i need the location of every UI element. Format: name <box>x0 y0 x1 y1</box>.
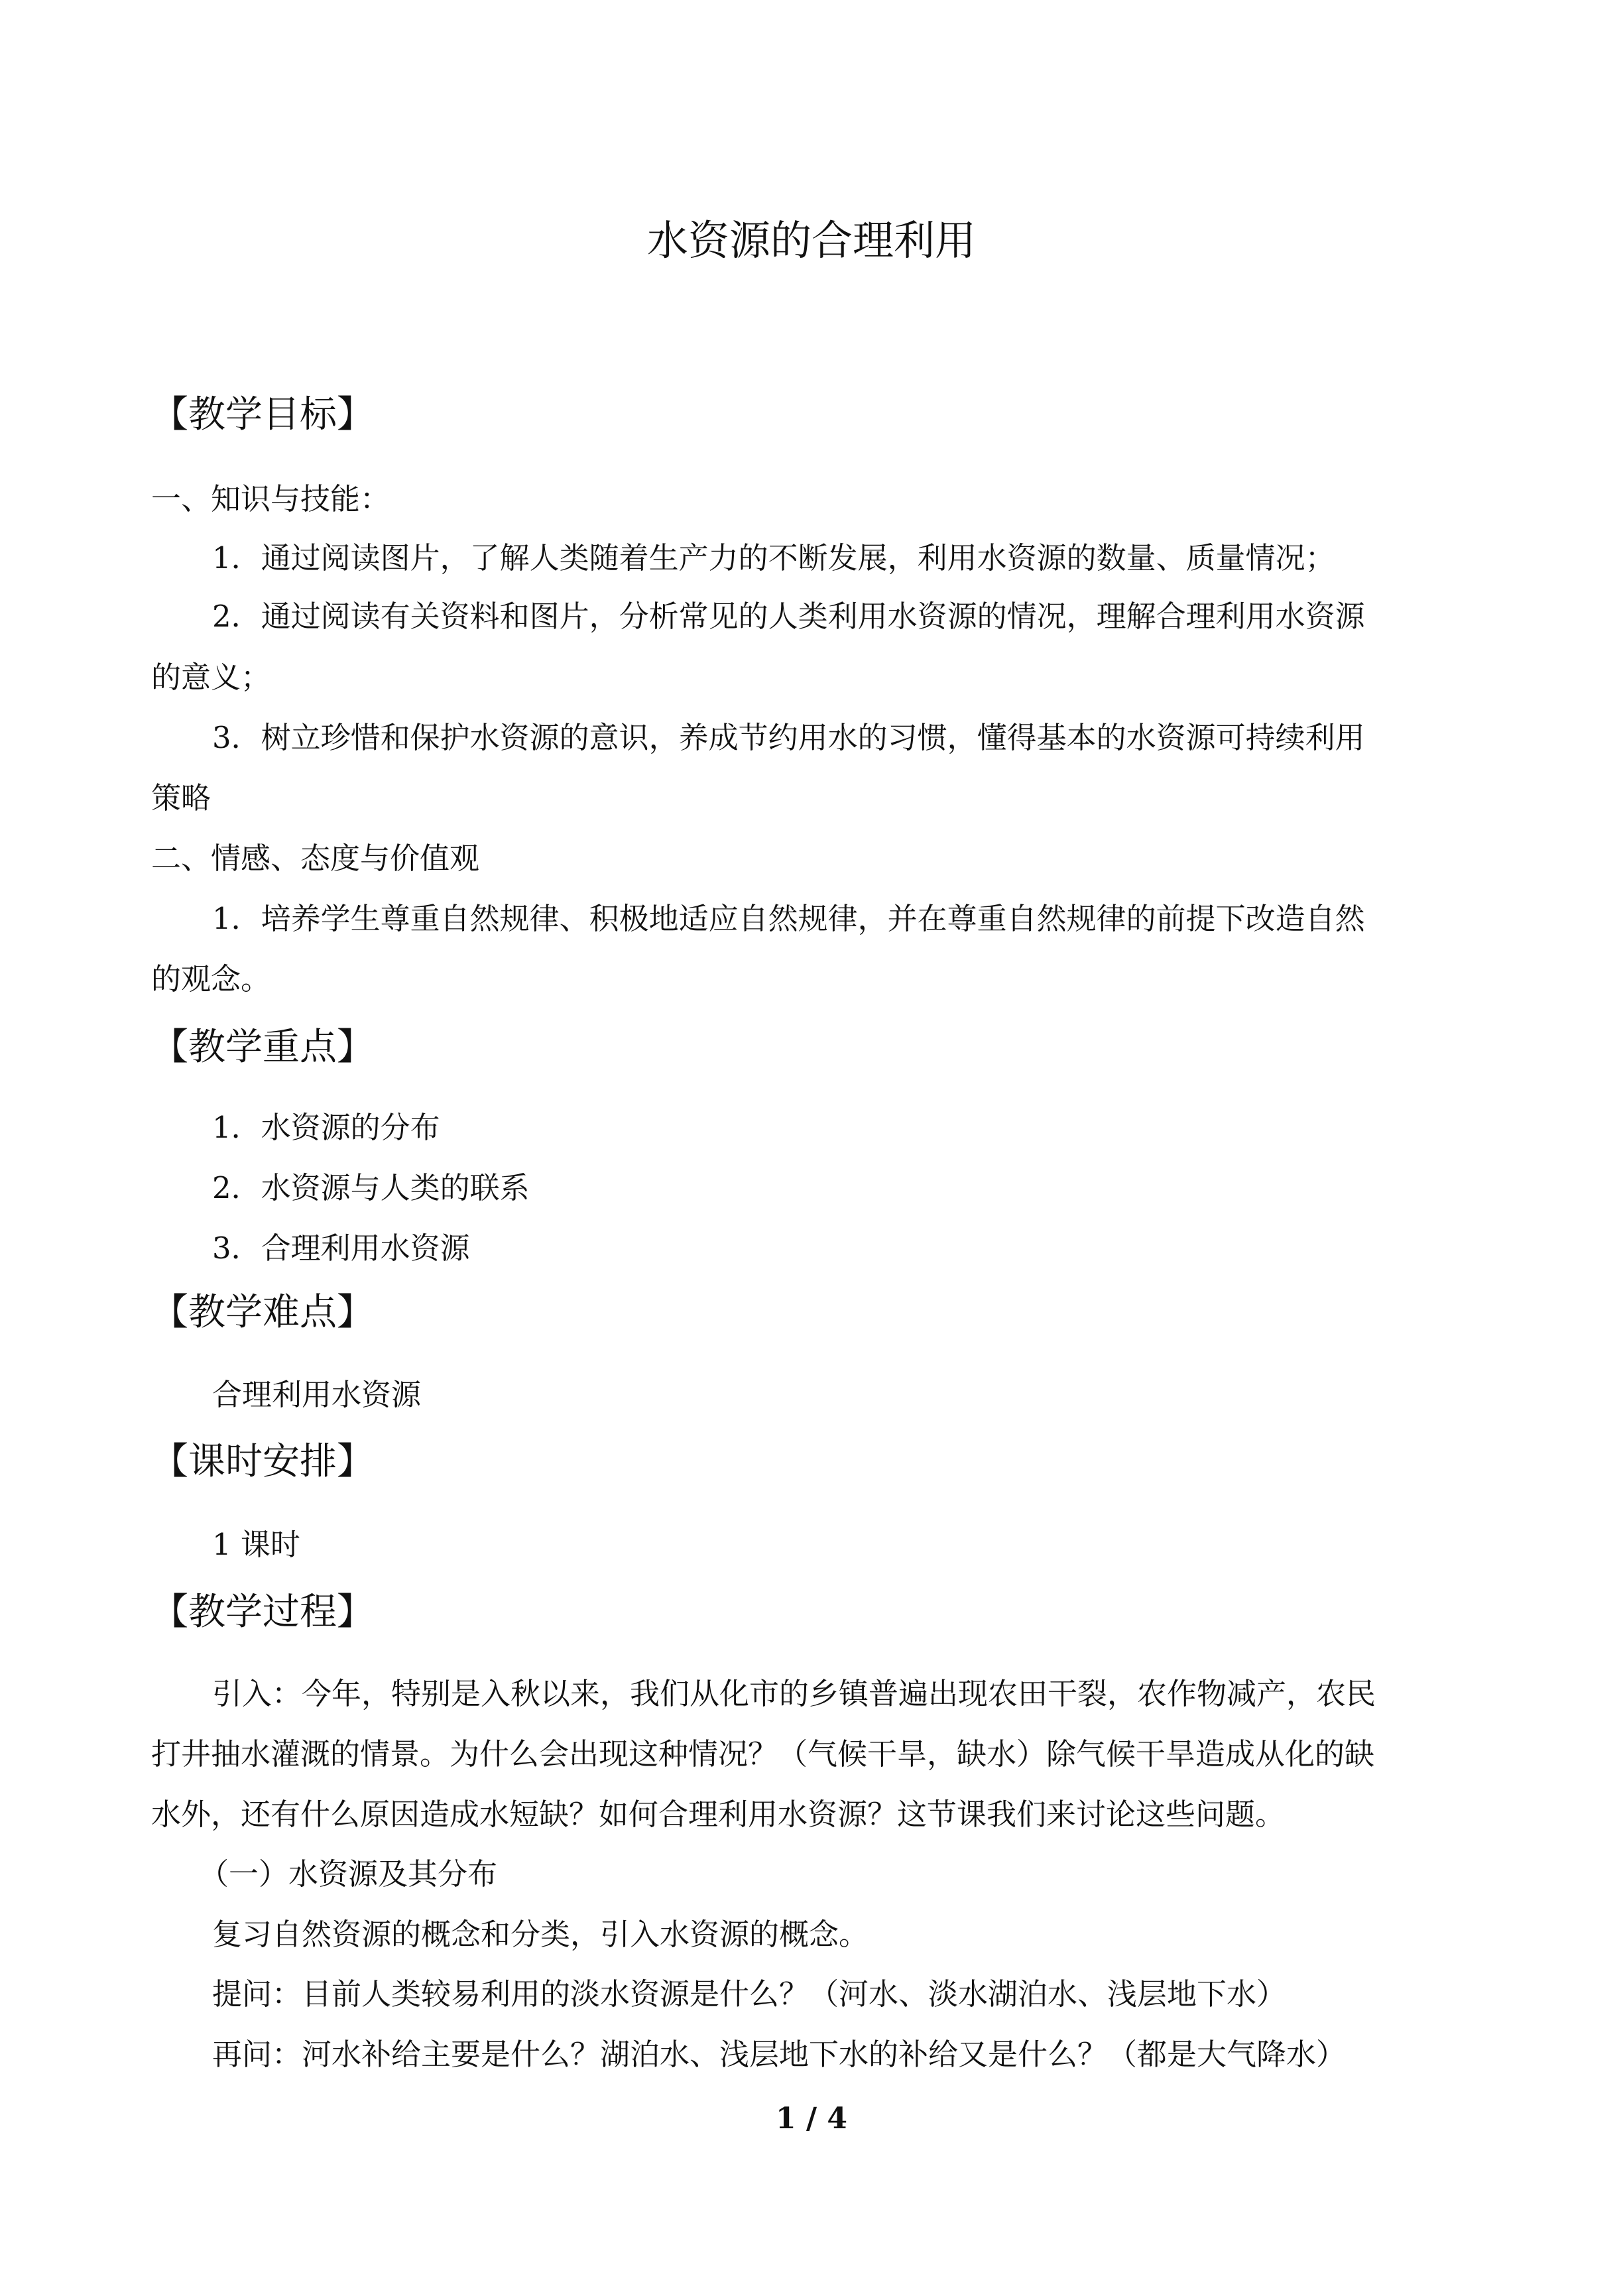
process-intro-line-2: 打井抽水灌溉的情景。为什么会出现这种情况？（气候干旱，缺水）除气候干旱造成从化的缺 <box>151 1736 1375 1772</box>
objectives-item-3-line-1: 3．树立珍惜和保护水资源的意识，养成节约用水的习惯，懂得基本的水资源可持续利用 <box>212 720 1365 755</box>
process-paragraph-3: 再问：河水补给主要是什么？湖泊水、浅层地下水的补给又是什么？（都是大气降水） <box>212 2037 1347 2072</box>
objectives-item-4-line-1: 1．培养学生尊重自然规律、积极地适应自然规律，并在尊重自然规律的前提下改造自然 <box>212 901 1365 936</box>
key-point-item-2: 2．水资源与人类的联系 <box>212 1170 530 1205</box>
difficulties-text: 合理利用水资源 <box>212 1377 422 1412</box>
section-heading-objectives: 【教学目标】 <box>151 393 374 436</box>
section-heading-schedule: 【课时安排】 <box>151 1440 374 1483</box>
page-title: 水资源的合理利用 <box>646 216 976 265</box>
objectives-part2-title: 二、情感、态度与价值观 <box>151 841 480 876</box>
process-paragraph-2: 提问：目前人类较易利用的淡水资源是什么？（河水、淡水湖泊水、浅层地下水） <box>212 1976 1287 2012</box>
objectives-item-2-line-1: 2．通过阅读有关资料和图片，分析常见的人类利用水资源的情况，理解合理利用水资源 <box>212 599 1365 634</box>
process-paragraph-1: 复习自然资源的概念和分类，引入水资源的概念。 <box>212 1917 869 1952</box>
section-heading-difficulties: 【教学难点】 <box>151 1291 374 1334</box>
schedule-text: 1 课时 <box>212 1527 300 1562</box>
objectives-item-1: 1．通过阅读图片，了解人类随着生产力的不断发展，利用水资源的数量、质量情况； <box>212 540 1335 575</box>
objectives-item-4-line-2: 的观念。 <box>151 961 271 997</box>
section-heading-key-points: 【教学重点】 <box>151 1026 374 1069</box>
process-intro-line-3: 水外，还有什么原因造成水短缺？如何合理利用水资源？这节课我们来讨论这些问题。 <box>151 1797 1286 1832</box>
key-point-item-1: 1．水资源的分布 <box>212 1110 440 1145</box>
process-intro-line-1: 引入：今年，特别是入秋以来，我们从化市的乡镇普遍出现农田干裂，农作物减产，农民 <box>212 1676 1376 1711</box>
objectives-part1-title: 一、知识与技能： <box>151 481 391 516</box>
key-point-item-3: 3．合理利用水资源 <box>212 1231 470 1266</box>
page-number: 1 / 4 <box>776 2102 847 2136</box>
process-subheading-1: （一）水资源及其分布 <box>199 1856 498 1892</box>
objectives-item-2-line-2: 的意义； <box>151 660 271 695</box>
section-heading-process: 【教学过程】 <box>151 1591 374 1634</box>
objectives-item-3-line-2: 策略 <box>151 780 211 816</box>
